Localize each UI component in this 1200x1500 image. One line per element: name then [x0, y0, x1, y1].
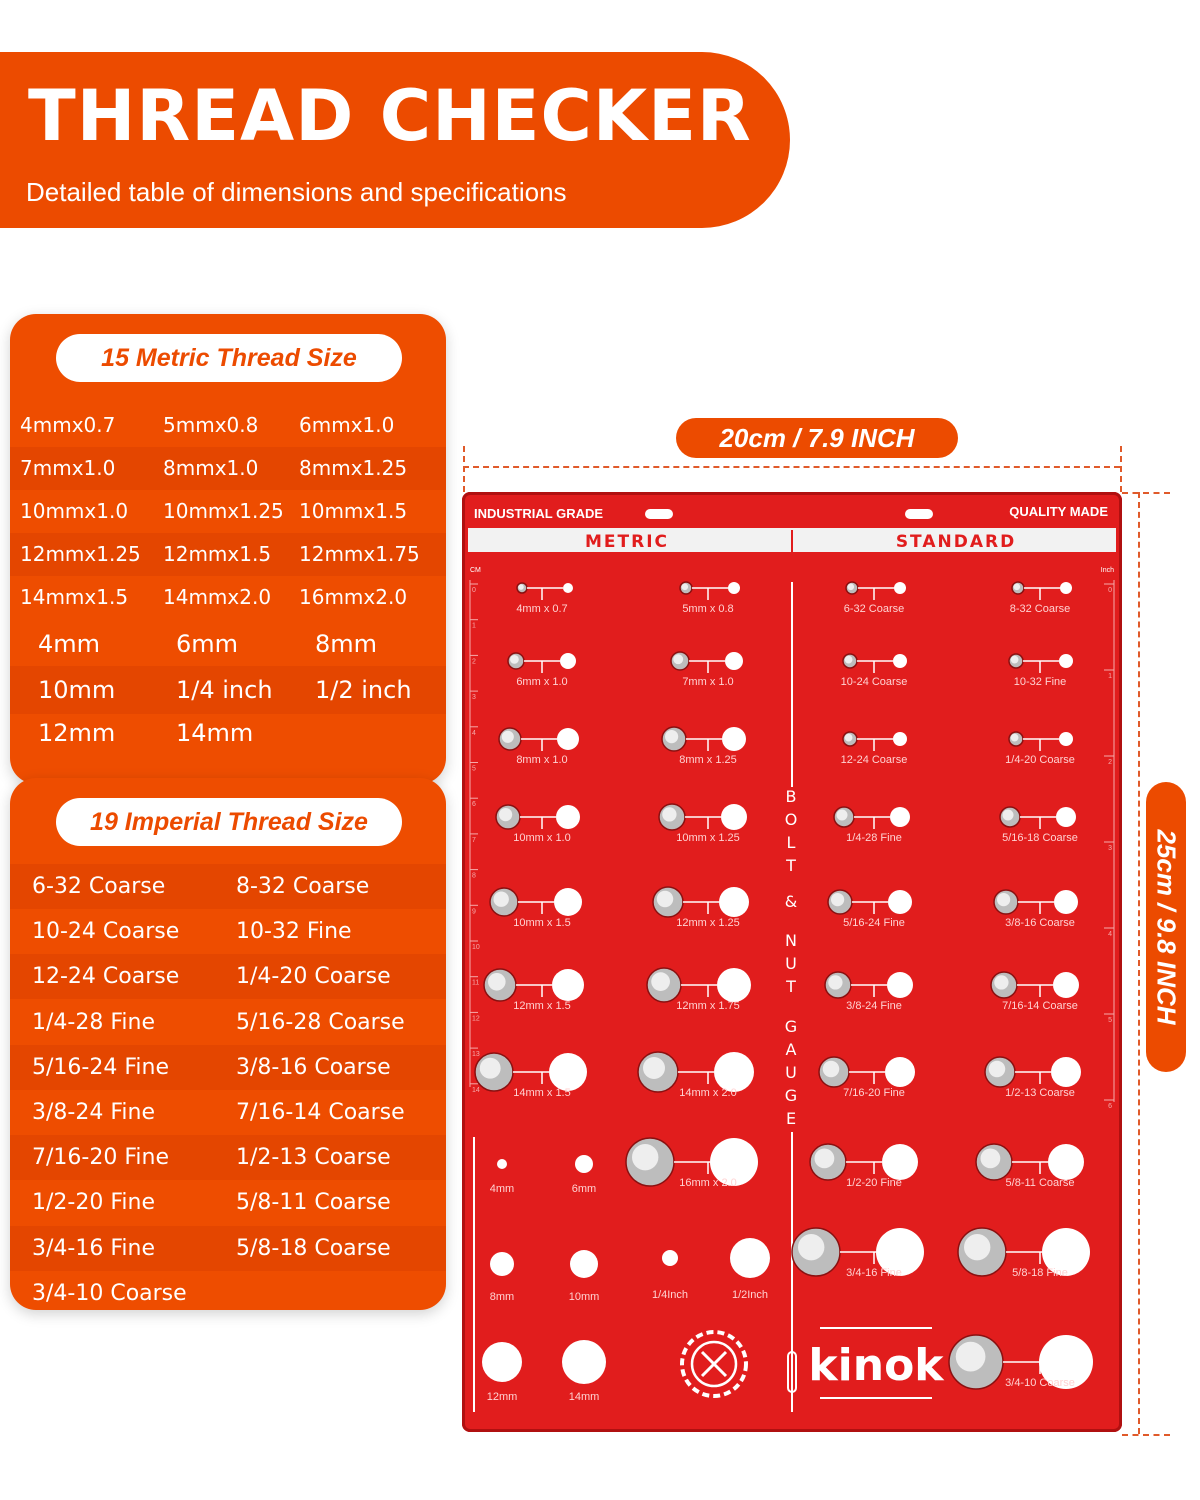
metric-thread-row: [10, 533, 446, 576]
gauge-hole-label: 6mm: [571, 1183, 597, 1195]
metric-hole-row: [10, 710, 446, 756]
inch-ruler-number: 1: [1108, 673, 1112, 680]
metric-thread-row: [10, 576, 446, 619]
imperial-thread-row-cell: 1/4-28 Fine: [32, 1009, 155, 1035]
metric-gauge-bolt-highlight: [480, 1058, 501, 1079]
metric-hole-row-cell: 12mm: [38, 719, 116, 747]
standard-gauge-nut-hole: [882, 1144, 918, 1180]
inch-ruler-number: 3: [1108, 845, 1112, 852]
imperial-thread-row-cell: 3/4-16 Fine: [32, 1235, 155, 1261]
metric-gauge-bolt-highlight: [673, 654, 683, 664]
imperial-thread-row-cell: 5/16-28 Coarse: [236, 1009, 405, 1035]
standard-gauge-nut-hole: [1054, 890, 1078, 914]
metric-thread-row-cell: 14mmx1.5: [20, 585, 129, 609]
imperial-thread-row-cell: 10-24 Coarse: [32, 919, 180, 945]
metric-gauge-label: 4mm x 0.7: [516, 603, 568, 615]
imperial-size-panel: [10, 778, 446, 1310]
cm-ruler-number: 13: [472, 1051, 480, 1059]
inch-ruler-number: 4: [1108, 931, 1112, 938]
imperial-thread-row-cell: 3/4-10 Coarse: [32, 1280, 187, 1306]
height-dimension-line: [1138, 492, 1140, 1434]
standard-gauge-label: 10-32 Fine: [1013, 676, 1067, 688]
standard-gauge-nut-hole: [894, 582, 906, 594]
metric-thread-row-cell: 8mmx1.0: [163, 456, 259, 480]
standard-gauge-bolt-highlight: [837, 810, 848, 821]
standard-gauge-nut-hole: [893, 732, 907, 746]
gauge-hole: [482, 1342, 522, 1382]
gauge-hole: [570, 1250, 598, 1278]
standard-gauge-bolt-highlight: [981, 1149, 1001, 1169]
metric-thread-row-cell: 12mmx1.25: [20, 542, 141, 566]
metric-gauge-bolt-highlight: [665, 730, 678, 743]
width-dimension-line-left: [463, 446, 465, 492]
standard-gauge-nut-hole: [1051, 1057, 1081, 1087]
imperial-thread-row-cell: 6-32 Coarse: [32, 874, 166, 899]
metric-gauge-nut-hole: [721, 804, 747, 830]
hanging-slot-left: [645, 509, 673, 519]
inch-ruler-label: Inch: [1100, 567, 1114, 574]
imperial-thread-row: [10, 1180, 446, 1225]
metric-gauge-label: 10mm x 1.0: [513, 832, 571, 844]
standard-gauge-label: 3/8-24 Fine: [846, 1000, 902, 1012]
standard-gauge-bolt-highlight: [798, 1234, 824, 1260]
metric-gauge-nut-hole: [722, 727, 746, 751]
vertical-gauge-letter: B: [785, 787, 797, 806]
metric-hole-row: [10, 620, 446, 668]
standard-gauge-label: 10-24 Coarse: [840, 676, 908, 688]
cm-ruler-number: 10: [472, 944, 480, 951]
metric-gauge-nut-hole: [554, 888, 582, 916]
vertical-gauge-letter: E: [785, 1109, 797, 1128]
metric-gauge-bolt-highlight: [499, 808, 512, 821]
gauge-hole: [497, 1159, 507, 1169]
metric-size-panel: [10, 314, 446, 784]
imperial-thread-row-cell: 3/8-16 Coarse: [236, 1054, 391, 1080]
metric-thread-row: [10, 447, 446, 490]
standard-gauge-label: 1/2-13 Coarse: [1005, 1087, 1075, 1099]
imperial-thread-row-cell: 8-32 Coarse: [236, 874, 370, 899]
width-dimension-line: [463, 466, 1120, 468]
standard-gauge-bolt-highlight: [845, 734, 853, 742]
imperial-thread-row-cell: 12-24 Coarse: [32, 964, 180, 990]
metric-gauge-bolt-highlight: [651, 972, 670, 991]
standard-gauge-bolt-highlight: [848, 584, 855, 591]
standard-gauge-label: 12-24 Coarse: [840, 754, 908, 766]
cm-ruler-number: 12: [472, 1015, 480, 1023]
standard-gauge-label: 5/16-24 Fine: [843, 917, 905, 929]
metric-hole-row-cell: 8mm: [315, 630, 378, 658]
metric-gauge-nut-hole: [556, 805, 580, 829]
inch-ruler-number: 6: [1108, 1103, 1112, 1110]
metric-gauge-16mm-bolt-highlight: [632, 1144, 658, 1170]
standard-gauge-nut-hole: [1048, 1144, 1084, 1180]
metric-gauge-nut-hole: [552, 969, 584, 1001]
metric-gauge-label: 5mm x 0.8: [682, 603, 734, 615]
standard-gauge-nut-hole: [1060, 582, 1072, 594]
metric-thread-row-cell: 8mmx1.25: [299, 456, 408, 480]
metric-gauge-nut-hole: [728, 582, 740, 594]
width-dimension-label: 20cm / 7.9 INCH: [676, 418, 958, 458]
standard-gauge-label: 1/2-20 Fine: [846, 1177, 902, 1189]
cm-ruler-number: 7: [472, 836, 476, 844]
standard-header: STANDARD: [895, 532, 1017, 552]
metric-hole-row-cell: 1/4 inch: [176, 676, 273, 704]
metric-gauge-bolt-highlight: [494, 892, 509, 907]
gauge-hole-label: 8mm: [489, 1291, 515, 1303]
metric-panel-title: 15 Metric Thread Size: [56, 334, 402, 382]
imperial-thread-row: [10, 954, 446, 999]
vertical-gauge-letter: O: [784, 810, 798, 829]
imperial-thread-row: [10, 909, 446, 954]
metric-gauge-bolt-highlight: [488, 973, 506, 991]
vertical-gauge-letter: U: [785, 1063, 797, 1082]
plate-top-right-label: QUALITY MADE: [1009, 504, 1108, 519]
imperial-thread-row: [10, 1135, 446, 1180]
plate-artwork: [462, 492, 1122, 1432]
metric-gauge-nut-hole: [717, 968, 751, 1002]
brand-logo: kinok: [808, 1340, 944, 1391]
metric-hole-row-cell: 6mm: [176, 630, 239, 658]
imperial-thread-row: [10, 864, 446, 909]
metric-thread-row: [10, 404, 446, 447]
inch-ruler-number: 2: [1108, 759, 1112, 766]
standard-gauge-nut-hole: [1059, 654, 1073, 668]
metric-gauge-label: 10mm x 1.5: [513, 917, 571, 929]
cm-ruler-number: 5: [472, 765, 476, 773]
page-title: THREAD CHECKER: [28, 75, 752, 157]
metric-thread-row-cell: 4mmx0.7: [20, 413, 116, 437]
metric-gauge-label: 8mm x 1.0: [516, 754, 568, 766]
metric-gauge-nut-hole: [549, 1053, 587, 1091]
metric-gauge-nut-hole: [714, 1052, 754, 1092]
standard-gauge-bolt-highlight: [1011, 734, 1019, 742]
metric-gauge-label: 12mm x 1.75: [676, 1000, 740, 1012]
inch-ruler-number: 5: [1108, 1017, 1112, 1024]
metric-gauge-bolt-highlight: [682, 584, 689, 591]
title-banner: [0, 52, 790, 228]
gauge-hole-label: 4mm: [489, 1183, 515, 1195]
standard-gauge-bolt-highlight: [845, 656, 853, 664]
standard-gauge-label: 1/4-28 Fine: [846, 832, 902, 844]
metric-gauge-nut-hole: [557, 728, 579, 750]
cm-ruler-number: 2: [472, 658, 476, 666]
height-dimension-badge: [1146, 782, 1186, 1072]
standard-gauge-bolt-highlight: [997, 893, 1010, 906]
metric-hole-row-cell: 1/2 inch: [315, 676, 412, 704]
imperial-thread-row: [10, 1226, 446, 1271]
imperial-thread-row-cell: 5/8-11 Coarse: [236, 1190, 391, 1216]
standard-gauge-bolt-highlight: [828, 975, 842, 989]
metric-gauge-label: 14mm x 2.0: [679, 1087, 737, 1099]
metric-hole-row-cell: 4mm: [38, 630, 101, 658]
standard-gauge-label: 1/4-20 Coarse: [1005, 754, 1075, 766]
metric-thread-row-cell: 7mmx1.0: [20, 456, 116, 480]
standard-gauge-label: 3/8-16 Coarse: [1005, 917, 1075, 929]
standard-gauge-nut-hole: [1053, 972, 1079, 998]
vertical-gauge-letter: U: [785, 954, 797, 973]
metric-gauge-nut-hole: [725, 652, 743, 670]
metric-thread-row-cell: 5mmx0.8: [163, 413, 259, 437]
hanging-slot-right: [905, 509, 933, 519]
standard-gauge-nut-hole: [1059, 732, 1073, 746]
standard-gauge-bolt-highlight: [956, 1342, 986, 1372]
imperial-thread-row-cell: 7/16-14 Coarse: [236, 1100, 405, 1125]
metric-thread-row-cell: 14mmx2.0: [163, 585, 272, 609]
standard-gauge-nut-hole: [888, 890, 912, 914]
cm-ruler-number: 0: [472, 587, 476, 594]
metric-header: METRIC: [584, 532, 670, 552]
metric-gauge-16mm-label: 16mm x 2.0: [679, 1177, 737, 1189]
standard-gauge-nut-hole: [893, 654, 907, 668]
standard-gauge-bolt-highlight: [1011, 656, 1019, 664]
metric-thread-row-cell: 16mmx2.0: [299, 585, 408, 609]
standard-gauge-label: 3/4-10 Coarse: [1005, 1377, 1075, 1389]
gauge-hole: [730, 1238, 770, 1278]
gauge-hole: [562, 1340, 606, 1384]
standard-gauge-label: 5/8-11 Coarse: [1005, 1177, 1075, 1189]
metric-thread-row-cell: 10mmx1.0: [20, 499, 129, 523]
metric-gauge-bolt-highlight: [643, 1057, 665, 1079]
metric-hole-row-cell: 14mm: [176, 719, 254, 747]
cm-ruler-number: 9: [472, 908, 476, 916]
metric-thread-row-cell: 10mmx1.25: [163, 499, 284, 523]
metric-gauge-label: 12mm x 1.5: [513, 1000, 571, 1012]
standard-gauge-bolt-highlight: [831, 893, 844, 906]
standard-gauge-nut-hole: [1056, 807, 1076, 827]
metric-hole-row: [10, 666, 446, 714]
metric-gauge-label: 8mm x 1.25: [679, 754, 737, 766]
standard-gauge-label: 7/16-20 Fine: [843, 1087, 905, 1099]
standard-gauge-bolt-highlight: [989, 1061, 1006, 1078]
metric-thread-row-cell: 6mmx1.0: [299, 413, 395, 437]
plate-top-left-label: INDUSTRIAL GRADE: [474, 506, 604, 521]
imperial-thread-row-cell: 3/8-24 Fine: [32, 1100, 155, 1125]
vertical-gauge-letter: N: [785, 931, 797, 950]
gauge-hole: [662, 1250, 678, 1266]
imperial-thread-row-cell: 1/2-20 Fine: [32, 1190, 155, 1216]
metric-gauge-nut-hole: [719, 887, 749, 917]
metric-gauge-label: 12mm x 1.25: [676, 917, 740, 929]
imperial-thread-row-cell: 5/16-24 Fine: [32, 1054, 169, 1080]
standard-gauge-label: 3/4-16 Fine: [846, 1267, 902, 1279]
metric-gauge-label: 14mm x 1.5: [513, 1087, 571, 1099]
imperial-thread-row-cell: 7/16-20 Fine: [32, 1145, 169, 1171]
standard-gauge-bolt-highlight: [815, 1149, 835, 1169]
gauge-hole-label: 12mm: [486, 1391, 518, 1403]
metric-thread-row-cell: 12mmx1.75: [299, 542, 420, 566]
imperial-thread-row: [10, 1045, 446, 1090]
standard-gauge-nut-hole: [885, 1057, 915, 1087]
cm-ruler-number: 4: [472, 729, 476, 737]
vertical-gauge-letter: G: [784, 1086, 798, 1105]
standard-gauge-bolt-highlight: [1014, 584, 1021, 591]
metric-gauge-label: 7mm x 1.0: [682, 676, 734, 688]
metric-gauge-bolt-highlight: [518, 584, 524, 590]
standard-gauge-label: 6-32 Coarse: [843, 603, 905, 615]
imperial-thread-row-cell: 1/4-20 Coarse: [236, 964, 391, 990]
vertical-gauge-letter: T: [786, 977, 796, 996]
metric-thread-row-cell: 12mmx1.5: [163, 542, 272, 566]
gauge-hole-label: 10mm: [568, 1291, 600, 1303]
standard-gauge-label: 8-32 Coarse: [1009, 603, 1071, 615]
cm-ruler-number: 6: [472, 801, 476, 809]
gauge-hole: [490, 1252, 514, 1276]
standard-gauge-bolt-highlight: [823, 1061, 840, 1078]
cm-ruler-number: 11: [472, 979, 480, 987]
height-dimension-label: 25cm / 9.8 INCH: [1151, 829, 1182, 1025]
vertical-gauge-letter: T: [786, 856, 796, 875]
cm-ruler-number: 14: [472, 1086, 480, 1094]
cm-ruler-number: 1: [472, 622, 476, 630]
standard-gauge-bolt-highlight: [964, 1234, 990, 1260]
gauge-hole-label: 1/4Inch: [651, 1289, 689, 1301]
vertical-gauge-letter: A: [785, 1040, 797, 1059]
metric-gauge-label: 10mm x 1.25: [676, 832, 740, 844]
standard-gauge-bolt-highlight: [994, 975, 1008, 989]
imperial-panel-title: 19 Imperial Thread Size: [56, 798, 402, 846]
vertical-gauge-letter: L: [786, 833, 796, 852]
metric-thread-row: [10, 490, 446, 533]
height-dimension-line-top: [1122, 492, 1170, 494]
metric-hole-row-cell: 10mm: [38, 676, 116, 704]
width-dimension-line-right: [1120, 446, 1122, 492]
standard-gauge-label: 7/16-14 Coarse: [1002, 1000, 1078, 1012]
standard-gauge-label: 5/16-18 Coarse: [1002, 832, 1078, 844]
gauge-hole-label: 14mm: [568, 1391, 600, 1403]
standard-gauge-nut-hole: [887, 972, 913, 998]
standard-gauge-label: 5/8-18 Fine: [1012, 1267, 1068, 1279]
inch-ruler-number: 0: [1108, 587, 1112, 594]
metric-gauge-nut-hole: [563, 583, 573, 593]
metric-gauge-nut-hole: [560, 653, 576, 669]
imperial-thread-row: [10, 1271, 446, 1310]
imperial-thread-row-cell: 10-32 Fine: [236, 919, 352, 945]
metric-thread-row-cell: 10mmx1.5: [299, 499, 408, 523]
standard-gauge-bolt-highlight: [1003, 810, 1014, 821]
cm-ruler-number: 8: [472, 872, 476, 880]
imperial-thread-row: [10, 1090, 446, 1135]
standard-gauge-nut-hole: [890, 807, 910, 827]
metric-gauge-bolt-highlight: [502, 731, 514, 743]
page-subtitle: Detailed table of dimensions and specifications: [26, 177, 567, 207]
cm-ruler-label: CM: [470, 567, 481, 574]
gauge-hole: [575, 1155, 593, 1173]
metric-gauge-bolt-highlight: [510, 655, 519, 664]
height-dimension-line-bottom: [1122, 1434, 1170, 1436]
imperial-thread-row: [10, 1000, 446, 1045]
metric-gauge-label: 6mm x 1.0: [516, 676, 568, 688]
imperial-thread-row-cell: 1/2-13 Coarse: [236, 1145, 391, 1171]
metric-gauge-bolt-highlight: [662, 807, 676, 821]
metric-gauge-bolt-highlight: [657, 891, 674, 908]
vertical-gauge-letter: G: [784, 1017, 798, 1036]
vertical-gauge-letter: &: [784, 892, 798, 911]
gauge-hole-label: 1/2Inch: [731, 1289, 769, 1301]
imperial-thread-row-cell: 5/8-18 Coarse: [236, 1235, 391, 1261]
cm-ruler-number: 3: [472, 694, 476, 702]
thread-checker-plate: [462, 492, 1122, 1432]
